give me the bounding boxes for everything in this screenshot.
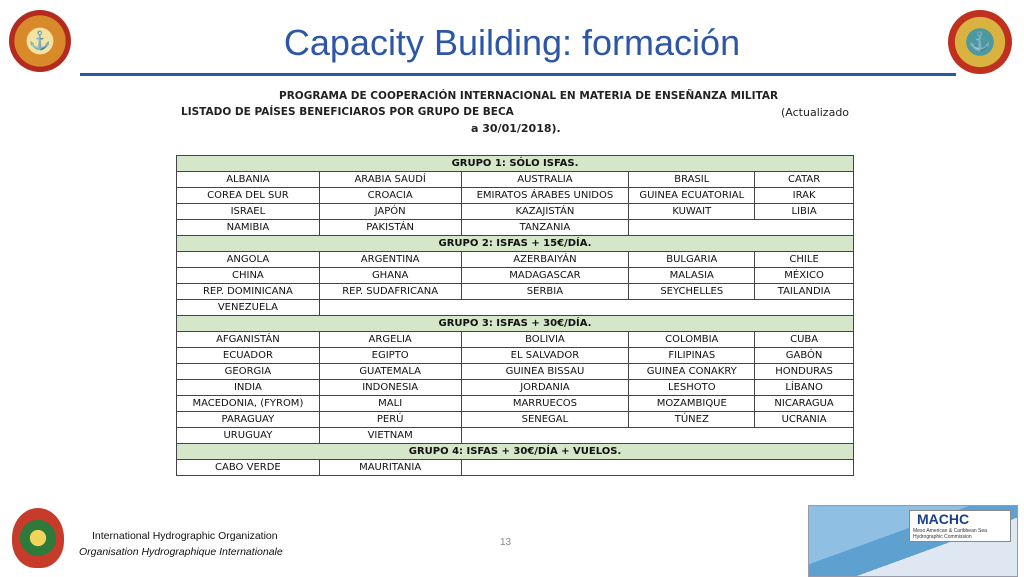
org-name-english: International Hydrographic Organization [92,530,278,542]
naval-school-emblem-icon: ⚓ [948,10,1012,74]
table-row [177,428,854,444]
country-cell: CROACIA [319,188,461,204]
country-cell: CATAR [755,172,854,188]
document-header-updated: (Actualizado [781,106,850,119]
country-cell: UCRANIA [755,412,854,428]
country-cell: FILIPINAS [629,348,755,364]
country-cell: GUINEA ECUATORIAL [629,188,755,204]
group-header-row [177,316,854,332]
table-row [177,380,854,396]
table-row [177,252,854,268]
country-cell: COLOMBIA [629,332,755,348]
empty-cell [461,428,853,444]
country-cell: ANGOLA [177,252,320,268]
country-cell: AFGANISTÁN [177,332,320,348]
country-cell: GABÓN [755,348,854,364]
table-row [177,188,854,204]
country-cell: ALBANIA [177,172,320,188]
country-cell: GUINEA BISSAU [461,364,629,380]
table-row [177,332,854,348]
country-cell: URUGUAY [177,428,320,444]
country-cell: NICARAGUA [755,396,854,412]
country-cell: TÚNEZ [629,412,755,428]
country-cell: BRASIL [629,172,755,188]
table-row [177,284,854,300]
empty-cell [319,300,853,316]
group-header-row [177,236,854,252]
group-header-row [177,156,854,172]
country-cell: JAPÓN [319,204,461,220]
document-header-date: a 30/01/2018). [471,122,561,135]
country-cell: LIBIA [755,204,854,220]
country-cell: EMIRATOS ÁRABES UNIDOS [461,188,629,204]
table-row [177,204,854,220]
country-cell: HONDURAS [755,364,854,380]
group-header-row [177,444,854,460]
country-cell: MALI [319,396,461,412]
country-cell: BULGARIA [629,252,755,268]
country-cell: SEYCHELLES [629,284,755,300]
country-cell: CUBA [755,332,854,348]
countries-table [176,155,854,476]
country-cell: GUATEMALA [319,364,461,380]
country-cell: ARGELIA [319,332,461,348]
scholarship-document [171,82,862,502]
table-row [177,268,854,284]
country-cell: VENEZUELA [177,300,320,316]
country-cell: SERBIA [461,284,629,300]
country-cell: ARABIA SAUDÍ [319,172,461,188]
table-row [177,220,854,236]
document-header-program: PROGRAMA DE COOPERACIÓN INTERNACIONAL EN MATERIA DE ENSEÑANZA MILITAR [279,90,779,102]
country-cell: GUINEA CONAKRY [629,364,755,380]
country-cell: REP. DOMINICANA [177,284,320,300]
group-title: GRUPO 4: ISFAS + 30€/DÍA + VUELOS. [177,444,854,460]
country-cell: EGIPTO [319,348,461,364]
title-divider [80,73,956,76]
page-title: Capacity Building: formación [283,22,741,63]
country-cell: AZERBAIYÁN [461,252,629,268]
country-cell: PERÚ [319,412,461,428]
empty-cell [461,460,853,476]
table-row [177,300,854,316]
group-title: GRUPO 2: ISFAS + 15€/DÍA. [177,236,854,252]
iho-emblem-icon [12,508,64,568]
hydrographic-institute-emblem-icon: ⚓ [9,10,71,72]
country-cell: CHINA [177,268,320,284]
table-row [177,348,854,364]
country-cell: KAZAJISTÁN [461,204,629,220]
country-cell: KUWAIT [629,204,755,220]
table-row [177,172,854,188]
group-title: GRUPO 3: ISFAS + 30€/DÍA. [177,316,854,332]
country-cell: MALASIA [629,268,755,284]
country-cell: VIETNAM [319,428,461,444]
group-title: GRUPO 1: SÓLO ISFAS. [177,156,854,172]
country-cell: PAKISTÁN [319,220,461,236]
country-cell: TANZANIA [461,220,629,236]
country-cell: LÍBANO [755,380,854,396]
country-cell: ECUADOR [177,348,320,364]
country-cell: JORDANIA [461,380,629,396]
country-cell: MOZAMBIQUE [629,396,755,412]
country-cell: SENEGAL [461,412,629,428]
document-header-list: LISTADO DE PAÍSES BENEFICIAROS POR GRUPO DE BECA [181,106,514,118]
country-cell: REP. SUDAFRICANA [319,284,461,300]
country-cell: MACEDONIA, (FYROM) [177,396,320,412]
country-cell: INDIA [177,380,320,396]
country-cell: EL SALVADOR [461,348,629,364]
country-cell: LESHOTO [629,380,755,396]
table-row [177,396,854,412]
country-cell: CHILE [755,252,854,268]
country-cell: NAMIBIA [177,220,320,236]
empty-cell [629,220,854,236]
country-cell: MÉXICO [755,268,854,284]
table-row [177,460,854,476]
country-cell: PARAGUAY [177,412,320,428]
country-cell: GHANA [319,268,461,284]
country-cell: MADAGASCAR [461,268,629,284]
org-name-french: Organisation Hydrographique Internationale [79,546,283,558]
country-cell: ISRAEL [177,204,320,220]
machc-map-icon [808,505,1018,577]
country-cell: ARGENTINA [319,252,461,268]
page-number: 13 [500,537,512,548]
country-cell: TAILANDIA [755,284,854,300]
table-row [177,412,854,428]
country-cell: INDONESIA [319,380,461,396]
country-cell: GEORGIA [177,364,320,380]
country-cell: CABO VERDE [177,460,320,476]
country-cell: MARRUECOS [461,396,629,412]
country-cell: BOLIVIA [461,332,629,348]
table-row [177,364,854,380]
machc-subtitle: Meso American & Caribbean Sea Hydrographic Commission [913,528,987,540]
country-cell: AUSTRALIA [461,172,629,188]
country-cell: IRAK [755,188,854,204]
country-cell: COREA DEL SUR [177,188,320,204]
country-cell: MAURITANIA [319,460,461,476]
machc-title: MACHC [917,511,970,527]
